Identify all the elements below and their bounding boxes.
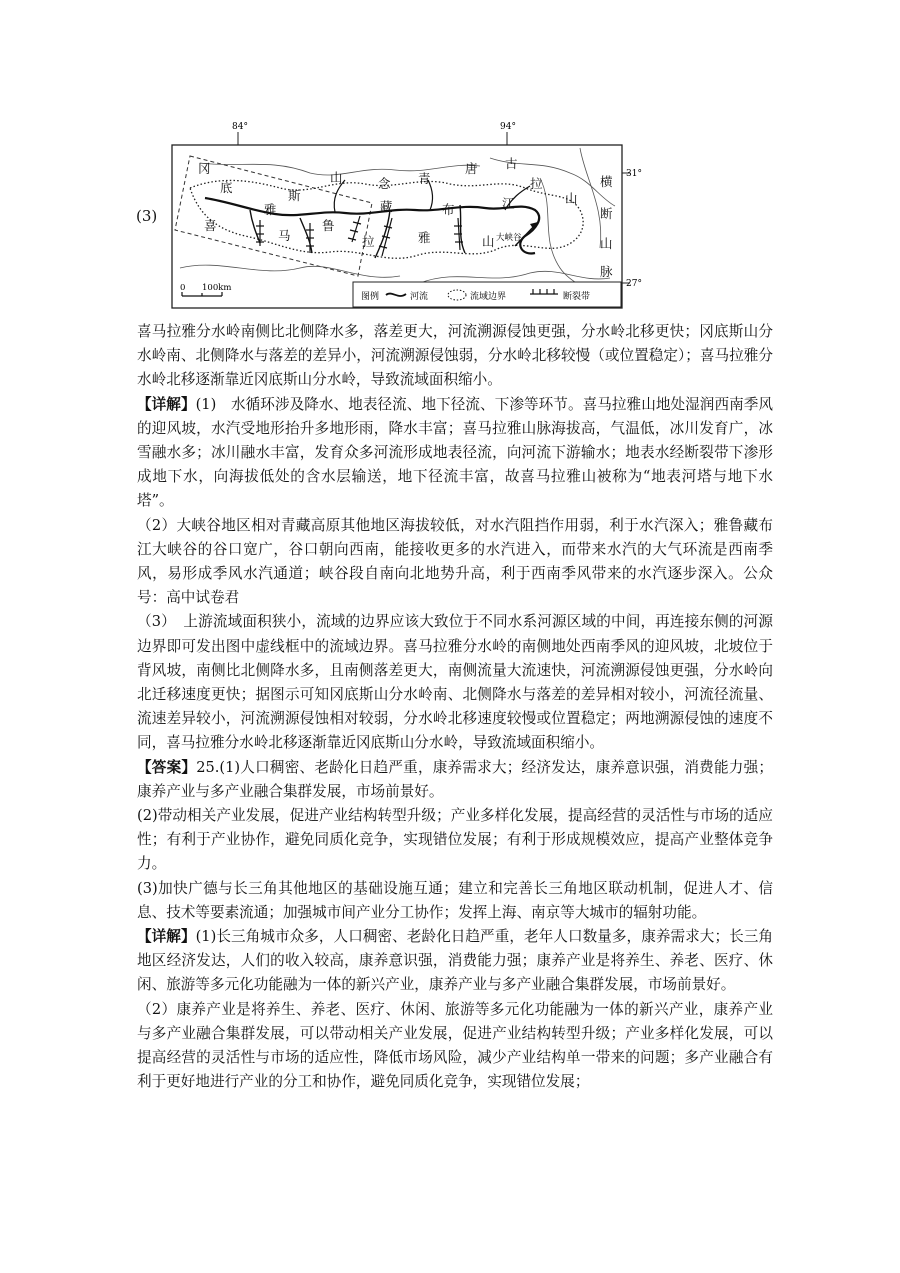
paragraph: （2）康养产业是将养生、养老、医疗、休闲、旅游等多元化功能融为一体的新兴产业，康养产业与多产业融合集群发展，可以带动相关产业发展，促进产业结构转型升级；产业多样化发展，可以提高经营的灵活性与市场的适应性，降低市场风险，减少产业结构单一带来的问题；多产业融合有利于更好地进行产业的分工和协作，避免同质化竞争，实现错位发展； bbox=[137, 1000, 773, 1091]
place-ya2: 雅 bbox=[418, 230, 431, 245]
place-gu: 古 bbox=[505, 156, 518, 171]
place-shan4: 山 bbox=[482, 234, 495, 249]
place-shan3: 山 bbox=[600, 236, 613, 251]
paragraph: (3)加快广德与长三角其他地区的基础设施互通；建立和完善长三角地区联动机制，促进人才、信息、技术等要素流通；加强城市间产业分工协作；发挥上海、南京等大城市的辐射功能。 bbox=[137, 879, 773, 921]
place-mai: 脉 bbox=[600, 264, 613, 279]
place-canyon: 大峡谷 bbox=[496, 233, 522, 243]
lon-label-94: 94° bbox=[500, 122, 516, 132]
answer-text bbox=[137, 320, 773, 1095]
place-zang: 藏 bbox=[380, 199, 393, 214]
place-xi: 喜 bbox=[204, 218, 217, 233]
svg-text:图例: 图例 bbox=[361, 292, 380, 302]
svg-text:100km: 100km bbox=[202, 283, 232, 293]
svg-text:0: 0 bbox=[180, 283, 186, 293]
place-jiang: 江 bbox=[502, 196, 515, 211]
place-shan: 山 bbox=[330, 170, 343, 185]
place-si: 斯 bbox=[288, 188, 301, 203]
lat-label-27: 27° bbox=[626, 279, 642, 289]
svg-text:流域边界: 流域边界 bbox=[470, 292, 507, 302]
place-ma: 马 bbox=[278, 228, 291, 243]
place-duan: 断 bbox=[600, 206, 613, 221]
place-tang: 唐 bbox=[465, 161, 478, 176]
place-ya1: 雅 bbox=[264, 202, 277, 217]
paragraph: 【详解】(1) 水循环涉及降水、地表径流、地下径流、下渗等环节。喜马拉雅山地处湿润西南季风的迎风坡，水汽受地形抬升多地形雨，降水丰富；喜马拉雅山脉海拔高，气温低，冰川发育广，冰雪融水多；冰川融水丰富，发育众多河流形成地表径流，向河流下游输水；地表水经断裂带下渗形成地下水，向海拔低处的含水层输送，地下径流丰富，故喜马拉雅山被称为“地表河塔与地下水塔”。 bbox=[137, 395, 773, 510]
place-bu: 布 bbox=[442, 202, 455, 217]
place-di: 底 bbox=[220, 180, 233, 195]
place-la2: 拉 bbox=[362, 234, 375, 249]
place-gang: 冈 bbox=[198, 161, 211, 176]
place-nian: 念 bbox=[378, 176, 391, 191]
scale-bar bbox=[180, 283, 231, 296]
figure-label: (3) bbox=[136, 207, 158, 225]
basin-map bbox=[160, 118, 650, 313]
lat-label-31: 31° bbox=[626, 169, 642, 179]
place-la1: 拉 bbox=[530, 176, 543, 191]
place-qing: 青 bbox=[418, 171, 431, 186]
place-heng: 横 bbox=[600, 174, 613, 189]
paragraph: （2）大峡谷地区相对青藏高原其他地区海拔较低，对水汽阻挡作用弱，利于水汽深入；雅鲁藏布江大峡谷的谷口宽广，谷口朝向西南，能接收更多的水汽进入，而带来水汽的大气环流是西南季风，易形成季风水汽通道；峡谷段自南向北地势升高，利于西南季风带来的水汽逐步深入。公众号：高中试卷君 bbox=[137, 516, 773, 607]
paragraph: 【答案】25.(1)人口稠密、老龄化日趋严重，康养需求大；经济发达，康养意识强，消费能力强；康养产业与多产业融合集群发展，市场前景好。 bbox=[137, 758, 773, 800]
lon-label-84: 84° bbox=[232, 122, 248, 132]
paragraph: 喜马拉雅分水岭南侧比北侧降水多，落差更大，河流溯源侵蚀更强，分水岭北移更快；冈底斯山分水岭南、北侧降水与落差的差异小，河流溯源侵蚀弱，分水岭北移较慢（或位置稳定）；喜马拉雅分水岭北移逐渐靠近冈底斯山分水岭，导致流域面积缩小。 bbox=[137, 323, 773, 389]
svg-text:河流: 河流 bbox=[410, 292, 429, 302]
paragraph: （3） 上游流域面积狭小，流域的边界应该大致位于不同水系河源区域的中间，再连接东侧的河源边界即可发出图中虚线框中的流域边界。喜马拉雅分水岭的南侧地处西南季风的迎风坡，北坡位于背风坡，南侧比北侧降水多，且南侧落差更大，南侧流量大流速快，河流溯源侵蚀更强，分水岭向北迁移速度更快；据图示可知冈底斯山分水岭南、北侧降水与落差的差异相对较小，河流径流量、流速差异较小，河流溯源侵蚀相对较弱，分水岭北移速度较慢或位置稳定；两地溯源侵蚀的速度不同，喜马拉雅分水岭北移逐渐靠近冈底斯山分水岭，导致流域面积缩小。 bbox=[137, 613, 773, 752]
place-lu: 鲁 bbox=[322, 218, 335, 233]
place-shan2: 山 bbox=[565, 191, 578, 206]
basin-boundary bbox=[190, 180, 583, 258]
paragraph: 【详解】(1)长三角城市众多，人口稠密、老龄化日趋严重，老年人口数量多，康养需求大；长三角地区经济发达，人们的收入较高，康养意识强，消费能力强；康养产业是将养生、养老、医疗、休闲、旅游等多元化功能融为一体的新兴产业，康养产业与多产业融合集群发展，市场前景好。 bbox=[137, 928, 773, 994]
svg-text:断裂带: 断裂带 bbox=[563, 292, 591, 302]
paragraph: (2)带动相关产业发展，促进产业结构转型升级；产业多样化发展，提高经营的灵活性与市场的适应性；有利于产业协作，避免同质化竞争，实现错位发展；有利于形成规模效应，提高产业整体竞争力。 bbox=[137, 807, 773, 873]
map-legend bbox=[353, 282, 621, 307]
